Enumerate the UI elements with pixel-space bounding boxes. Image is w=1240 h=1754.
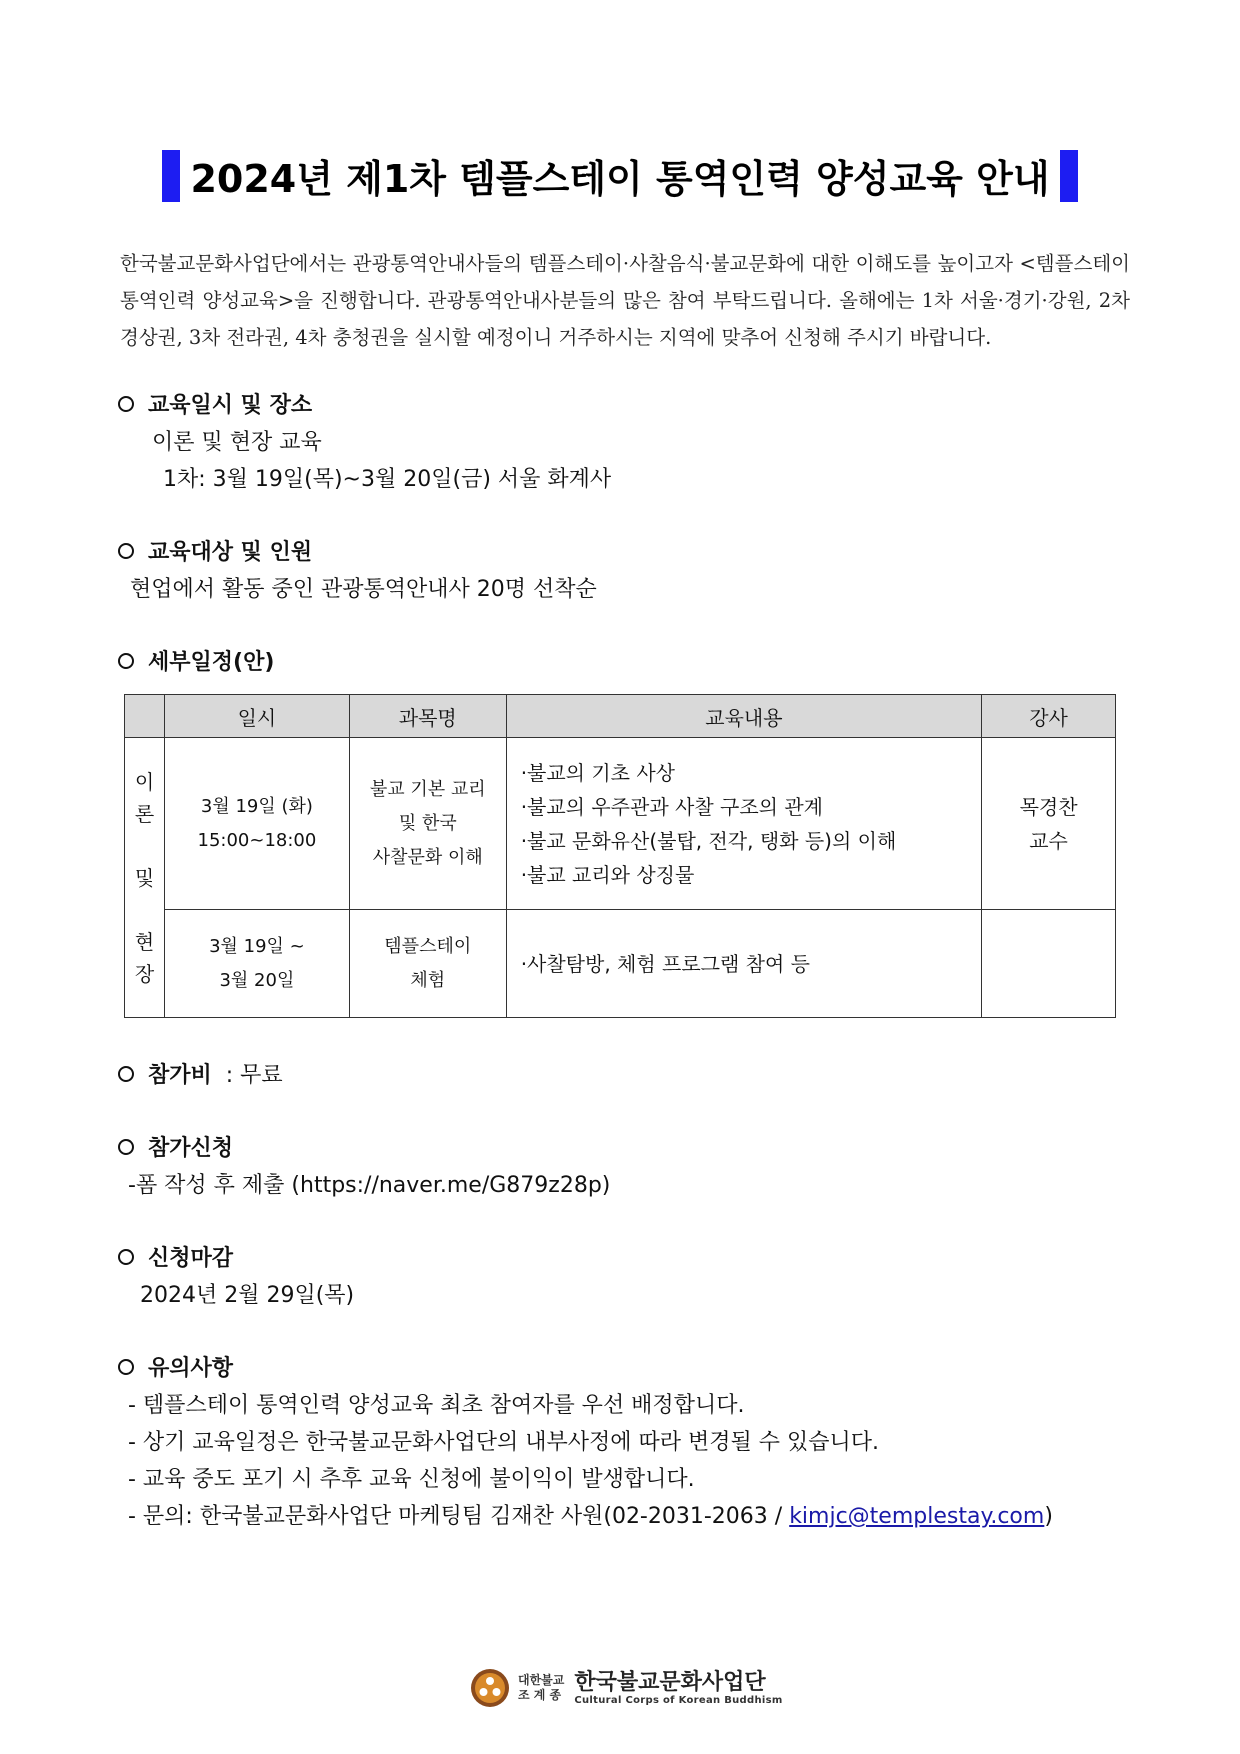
content-item: ·불교 교리와 상징물 [520, 862, 695, 887]
subject-cell [349, 910, 506, 1018]
table-row [125, 738, 1116, 910]
contact-email-link[interactable]: kimjc@templestay.com [789, 1504, 1045, 1529]
deadline-line1: 2024년 2월 29일(목) [140, 1283, 355, 1308]
subject-text: 사찰문화 이해 [372, 846, 483, 868]
contact-prefix: - 문의: 한국불교문화사업단 마케팅팀 김재찬 사원(02-2031-2063 / [128, 1504, 790, 1529]
side-label-char: 이 [134, 769, 155, 794]
fee-value: : 무료 [225, 1063, 283, 1088]
circle-bullet-icon [118, 1249, 134, 1265]
circle-bullet-icon [118, 1359, 134, 1375]
table-header-cell: 교육내용 [506, 695, 981, 738]
page-title [162, 148, 1077, 203]
table-header-row [125, 695, 1116, 738]
section-heading [118, 1131, 233, 1162]
lecturer-title: 교수 [1029, 828, 1068, 853]
contact-suffix: ) [1044, 1504, 1053, 1529]
side-label-cell [125, 738, 165, 1018]
circle-bullet-icon [118, 396, 134, 412]
schedule-table [124, 694, 1116, 1018]
footer-logo [470, 1668, 783, 1708]
date-cell [164, 738, 349, 910]
section-heading [118, 535, 312, 566]
logo-org-name [574, 1671, 782, 1706]
title-bar-right [1060, 150, 1078, 202]
content-item: ·불교의 우주관과 사찰 구조의 관계 [520, 794, 823, 819]
logo-order-name [518, 1673, 564, 1703]
section-heading [118, 1058, 283, 1089]
page-title-text: 2024년 제1차 템플스테이 통역인력 양성교육 안내 [190, 157, 1050, 201]
side-label-char: 및 [134, 865, 155, 890]
side-label-char: 장 [134, 961, 155, 986]
table-header-cell: 강사 [982, 695, 1116, 738]
content-item: ·불교의 기초 사상 [520, 760, 675, 785]
section-heading-text: 신청마감 [148, 1246, 234, 1271]
circle-bullet-icon [118, 1066, 134, 1082]
logo-org-korean: 한국불교문화사업단 [574, 1669, 766, 1695]
circle-bullet-icon [118, 1139, 134, 1155]
subject-text: 불교 기본 교리 [369, 778, 486, 800]
content-cell [506, 738, 981, 910]
lecturer-cell [982, 738, 1116, 910]
datetime-line1: 이론 및 현장 교육 [152, 430, 322, 455]
section-heading-text: 교육대상 및 인원 [148, 540, 313, 565]
section-fee [118, 1058, 283, 1089]
circle-bullet-icon [118, 653, 134, 669]
section-target [118, 535, 312, 566]
date-text: 3월 19일 (화) [200, 795, 313, 817]
table-header-cell: 일시 [164, 695, 349, 738]
side-label-char: 론 [134, 801, 155, 826]
circle-bullet-icon [118, 543, 134, 559]
title-bar-left [162, 150, 180, 202]
content-cell [506, 910, 981, 1018]
section-heading [118, 1241, 233, 1272]
time-text: 15:00~18:00 [197, 829, 317, 851]
section-notes [118, 1351, 233, 1382]
note-item: - 템플스테이 통역인력 양성교육 최초 참여자를 우선 배정합니다. [128, 1393, 745, 1418]
logo-org-english: Cultural Corps of Korean Buddhism [574, 1694, 783, 1706]
section-heading-text: 참가비 [148, 1063, 212, 1088]
title-block [0, 148, 1240, 206]
section-heading-text: 교육일시 및 장소 [148, 393, 313, 418]
section-heading [118, 388, 312, 419]
lecturer-cell [982, 910, 1116, 1018]
subject-text: 체험 [410, 969, 446, 991]
table-header-cell: 과목명 [349, 695, 506, 738]
section-heading-text: 세부일정(안) [148, 650, 275, 675]
section-apply [118, 1131, 233, 1162]
date-cell [164, 910, 349, 1018]
apply-line1: -폼 작성 후 제출 (https://naver.me/G879z28p) [128, 1173, 611, 1198]
content-item: ·사찰탐방, 체험 프로그램 참여 등 [520, 951, 810, 976]
lecturer-name: 목경찬 [1019, 794, 1078, 819]
date-text: 3월 19일 ~ [209, 935, 305, 957]
section-heading [118, 1351, 233, 1382]
section-heading-text: 참가신청 [148, 1136, 234, 1161]
section-datetime [118, 388, 312, 419]
section-heading [118, 645, 274, 676]
subject-text: 템플스테이 [384, 935, 472, 957]
target-line1: 현업에서 활동 중인 관광통역안내사 20명 선착순 [130, 577, 597, 602]
section-deadline [118, 1241, 233, 1272]
logo-order-line: 대한불교 [518, 1673, 565, 1687]
note-item: - 교육 중도 포기 시 추후 교육 신청에 불이익이 발생합니다. [128, 1467, 695, 1492]
note-item: - 상기 교육일정은 한국불교문화사업단의 내부사정에 따라 변경될 수 있습니다. [128, 1430, 879, 1455]
datetime-line2: 1차: 3월 19일(목)~3월 20일(금) 서울 화계사 [163, 467, 612, 492]
subject-cell [349, 738, 506, 910]
contact-line [128, 1499, 1053, 1530]
jogye-order-logo-icon [470, 1668, 510, 1708]
section-schedule [118, 645, 274, 676]
date-text: 3월 20일 [219, 969, 295, 991]
section-heading-text: 유의사항 [148, 1356, 234, 1381]
logo-order-line: 조 계 종 [518, 1688, 562, 1702]
subject-text: 및 한국 [398, 812, 457, 834]
table-header-cell [125, 695, 165, 738]
table-row [125, 910, 1116, 1018]
content-item: ·불교 문화유산(불탑, 전각, 탱화 등)의 이해 [520, 828, 897, 853]
side-label-char: 현 [134, 929, 155, 954]
intro-paragraph: 한국불교문화사업단에서는 관광통역안내사들의 템플스테이·사찰음식·불교문화에 대한 이해도를 높이고자 <템플스테이 통역인력 양성교육>을 진행합니다. 관광통역안내사분들의 많은 참여 부탁드립니다. 올해에는 1차 서울·경기·강원, 2차 경상권, 3차 전라권, 4차 충청권을 실시할 예정이니 거주하시는 지역에 맞추어 신청해 주시기 바랍니다. [120, 252, 1130, 349]
